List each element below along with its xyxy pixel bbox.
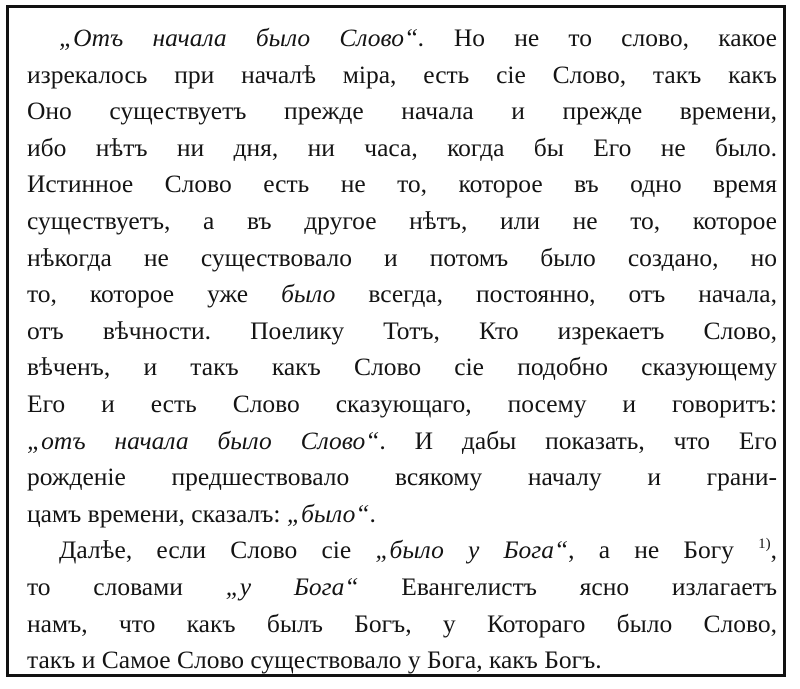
text-segment: рожденіе предшествовало всякому началу и грани- [27,462,777,492]
text-line [27,423,777,460]
text-line [27,532,777,569]
text-segment: намъ, что какъ былъ Богъ, у Котораго было Слово, [27,608,777,638]
text-segment: Далѣе, если Слово сіе [59,535,376,565]
text-line [27,313,777,350]
text-line [27,276,777,313]
text-segment: то, которое уже [27,279,282,309]
text-body [27,20,777,679]
text-line [27,642,777,679]
text-segment: нѣкогда не существовало и потомъ было создано, но [27,242,777,272]
text-line [27,203,777,240]
text-segment: изрекалось при началѣ міра, есть сіе Слово, такъ какъ [27,59,777,89]
text-segment: Истинное Слово есть не то, которое въ одно время [27,169,777,199]
text-segment: цамъ времени, сказалъ: [27,498,287,528]
text-line [27,569,777,606]
text-line [27,130,777,167]
text-segment: . И дабы показать, что Его [379,425,777,455]
italic-text: „Отъ начала было Слово“. [59,23,425,52]
text-line [27,57,777,94]
text-line [27,496,777,533]
italic-text: „отъ начала было Слово“ [27,425,380,455]
text-segment: отъ вѣчности. Поелику Тотъ, Кто изрекаетъ Слово, [27,315,777,345]
text-line [27,166,777,203]
text-segment: существуетъ, а въ другое нѣтъ, или не то, которое [27,205,777,235]
text-segment: Его и есть Слово сказующаго, посему и говоритъ: [27,388,777,418]
text-line [27,240,777,277]
text-line [27,93,777,130]
italic-text: было [281,279,336,309]
italic-text: „было“ [286,498,370,528]
text-line [27,386,777,423]
text-line [27,349,777,386]
text-segment: , [770,535,777,565]
text-segment: Но не то слово, какое [424,23,777,52]
text-segment: то словами [27,571,226,601]
italic-text: „у Бога“ [225,571,359,601]
text-segment: вѣченъ, и такъ какъ Слово сіе подобно сказующему [27,352,777,382]
text-segment: ибо нѣтъ ни дня, ни часа, когда бы Его не было. [27,132,777,162]
text-segment: , а не Богу [568,535,759,565]
text-segment: Оно существуетъ прежде начала и прежде времени, [27,96,777,126]
text-line [27,20,777,57]
text-line [27,606,777,643]
italic-text: „было у Бога“ [375,535,569,565]
footnote-marker: 1) [758,536,771,553]
text-segment: всегда, постоянно, отъ начала, [335,279,777,309]
page-frame [6,5,786,677]
text-segment: такъ и Самое Слово существовало у Бога, какъ Богъ. [27,645,602,675]
text-line [27,459,777,496]
text-segment: . [369,498,376,528]
text-segment: Евангелистъ ясно излагаетъ [358,571,778,601]
